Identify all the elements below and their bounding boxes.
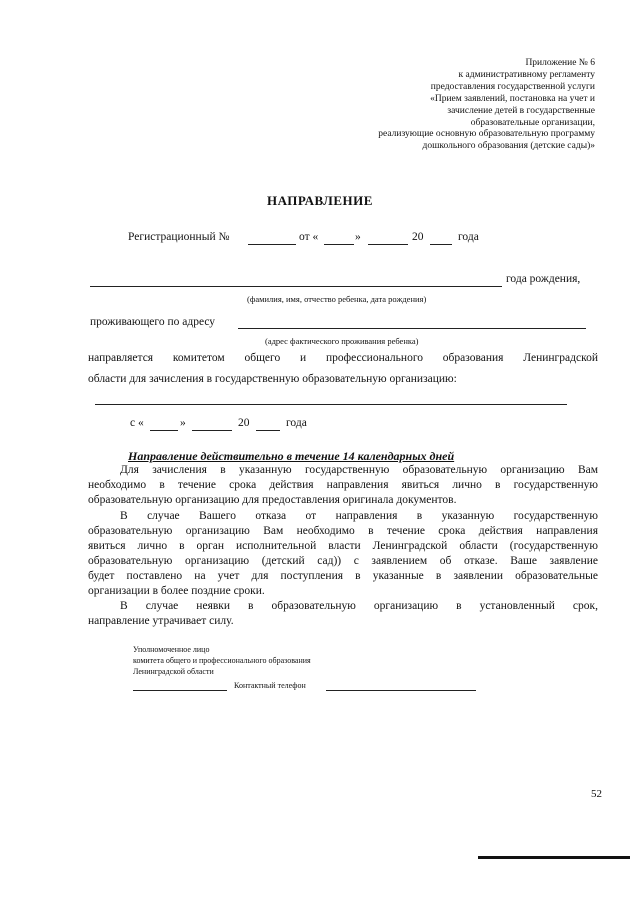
signature-line: Уполномоченное лицо <box>133 645 210 654</box>
footer-rule <box>478 856 630 859</box>
direction-line: направляется комитетом общего и профессионального образования Ленинградской <box>88 352 598 364</box>
child-name-blank <box>90 286 502 287</box>
appendix-line: образовательные организации, <box>470 117 595 128</box>
paragraph-line: образовательную организацию Вам необходимо в течение срока действия направления <box>88 525 598 537</box>
paragraph-line: направление утрачивает силу. <box>88 615 234 627</box>
address-blank <box>238 328 586 329</box>
appendix-line: реализующие основную образовательную программу <box>378 129 595 140</box>
paragraph-line: явиться лично в орган исполнительной власти Ленинградской области (государственную <box>88 540 598 552</box>
paragraph-line: В случае Вашего отказа от направления в указанную государственную <box>120 510 598 522</box>
registration-number-blank <box>248 244 296 245</box>
direction-line: области для зачисления в государственную образовательную организацию: <box>88 373 457 385</box>
phone-blank <box>326 690 476 691</box>
address-label: проживающего по адресу <box>90 316 216 328</box>
paragraph-line: Для зачисления в указанную государственную образовательную организацию Вам <box>120 464 598 476</box>
organization-blank <box>95 404 567 405</box>
registration-year-suffix: года <box>458 231 479 243</box>
registration-close-quote: » <box>355 231 361 243</box>
date-from-prefix: с « <box>130 417 144 429</box>
birth-suffix: года рождения, <box>506 273 581 285</box>
date-year-suffix: года <box>286 417 307 429</box>
child-caption: (фамилия, имя, отчество ребенка, дата рождения) <box>247 294 427 304</box>
document-title: НАПРАВЛЕНИЕ <box>267 193 373 208</box>
registration-from: от « <box>299 231 319 243</box>
address-caption: (адрес фактического проживания ребенка) <box>265 336 419 346</box>
page-number: 52 <box>591 788 602 800</box>
registration-day-blank <box>324 244 354 245</box>
registration-year-blank <box>430 244 452 245</box>
signature-line: комитета общего и профессионального образования <box>133 656 311 665</box>
paragraph-line: необходимо в течение срока действия направления явиться лично в государственную <box>88 479 598 491</box>
appendix-line: «Прием заявлений, постановка на учет и <box>430 93 595 104</box>
appendix-line: дошкольного образования (детские сады)» <box>422 141 595 152</box>
phone-label: Контактный телефон <box>234 681 306 690</box>
date-year-prefix: 20 <box>238 417 250 429</box>
validity-heading: Направление действительно в течение 14 календарных дней <box>128 449 455 463</box>
signature-blank <box>133 690 227 691</box>
paragraph-line: В случае неявки в образовательную организацию в установленный срок, <box>120 600 598 612</box>
signature-line: Ленинградской области <box>133 667 214 676</box>
date-day-blank <box>150 430 178 431</box>
date-year-blank <box>256 430 280 431</box>
paragraph-line: образовательную организацию (детский сад)) с заявлением об отказе. Ваше заявление <box>88 555 598 567</box>
registration-label: Регистрационный № <box>128 231 230 243</box>
registration-month-blank <box>368 244 408 245</box>
date-month-blank <box>192 430 232 431</box>
registration-year-prefix: 20 <box>412 231 424 243</box>
paragraph-line: будет поставлено на учет для поступления в указанные в заявлении образовательные <box>88 570 598 582</box>
appendix-line: к административному регламенту <box>458 69 595 80</box>
appendix-line: предоставления государственной услуги <box>430 81 595 92</box>
appendix-line: зачисление детей в государственные <box>447 105 595 116</box>
paragraph-line: образовательную организацию для предоставления оригинала документов. <box>88 494 457 506</box>
appendix-line: Приложение № 6 <box>525 58 595 68</box>
date-close-quote: » <box>180 417 186 429</box>
appendix-note <box>265 58 595 153</box>
paragraph-line: организации в более поздние сроки. <box>88 585 265 597</box>
